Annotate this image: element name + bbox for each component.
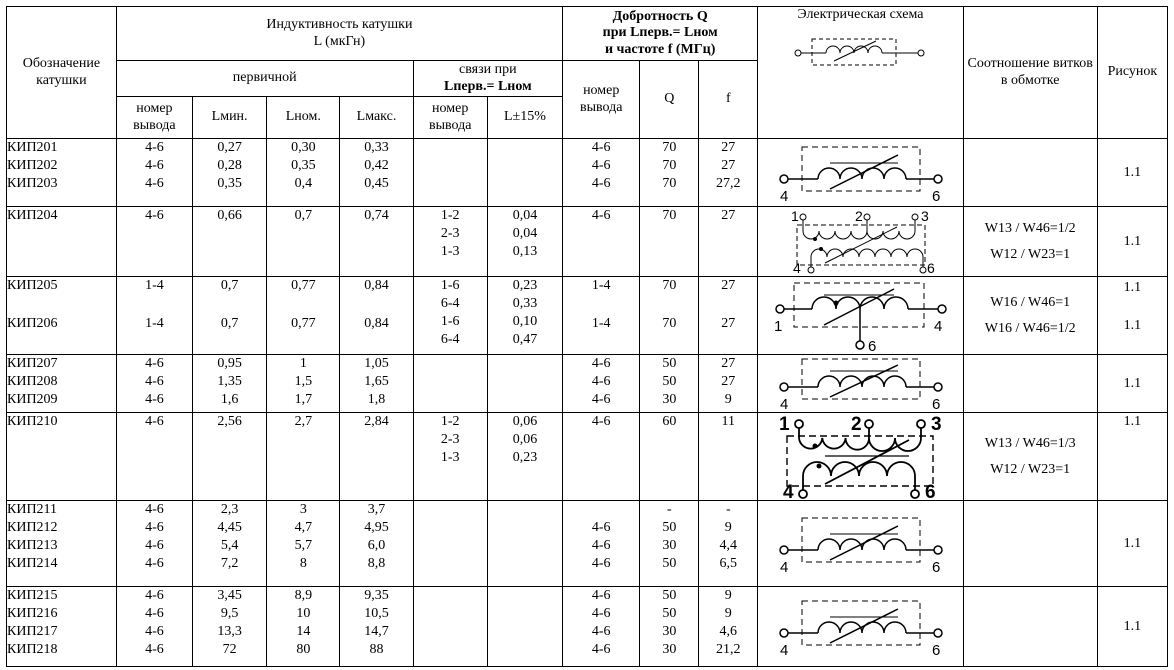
svg-text:6: 6 bbox=[927, 259, 936, 275]
svg-text:2: 2 bbox=[855, 208, 864, 224]
header-inductance: Индуктивность катушки L (мкГн) bbox=[116, 7, 562, 61]
scheme-cell bbox=[758, 413, 963, 501]
header-coupling: связи при Lперв.= Lном bbox=[413, 61, 563, 97]
coil-two-terminal-icon bbox=[770, 357, 950, 411]
svg-text:1: 1 bbox=[779, 413, 791, 435]
header-coupling-pin: номер вывода bbox=[413, 97, 487, 139]
header-lmax: Lмакс. bbox=[340, 97, 413, 139]
coil-tapped-icon bbox=[770, 279, 950, 353]
scheme-cell bbox=[758, 501, 963, 587]
svg-text:3: 3 bbox=[931, 413, 943, 435]
header-q: Q bbox=[640, 61, 699, 139]
svg-text:3: 3 bbox=[921, 208, 930, 224]
table-row: КИП205 КИП206 1-4 1-4 0,7 0,7 0,77 0,77 0,84 0,84 1-6 6-4 1-6 6-4 0,23 0,33 0,10 0,47 1-4 1-4 70 70 27 27 1 4 6 W16 / W46=1 W16 / W46=1/2 1.1 1.1 bbox=[7, 277, 1168, 355]
svg-text:6: 6 bbox=[932, 395, 941, 411]
table-row: КИП207 КИП208 КИП209 4-6 4-6 4-6 0,95 1,35 1,6 1 1,5 1,7 1,05 1,65 1,8 4-6 4-6 4-6 50 50 30 27 27 9 4 6 1.1 bbox=[7, 355, 1168, 413]
svg-text:1: 1 bbox=[774, 317, 783, 335]
table-row: КИП211 КИП212 КИП213 КИП214 4-6 4-6 4-6 4-6 2,3 4,45 5,4 7,2 3 4,7 5,7 8 3,7 4,95 6,0 8,8 4-6 4-6 4-6 - 50 30 50 - 9 4,4 6,5 4 6 1.1 bbox=[7, 501, 1168, 587]
coil-two-terminal-icon bbox=[770, 512, 950, 576]
table-row: КИП210 4-6 2,56 2,7 2,84 1-2 2-3 1-3 0,06 0,06 0,23 4-6 60 11 1 2 3 4 6 W13 / W46=1/3 W12 / W23=1 1.1 bbox=[7, 413, 1168, 501]
svg-text:4: 4 bbox=[783, 481, 795, 500]
scheme-cell bbox=[758, 139, 963, 207]
header-figure: Рисунок bbox=[1097, 7, 1167, 139]
header-scheme: Электрическая схема bbox=[758, 7, 963, 139]
svg-text:6: 6 bbox=[932, 187, 941, 205]
header-primary-pin: номер вывода bbox=[116, 97, 192, 139]
coil-transformer-icon bbox=[785, 209, 935, 275]
coil-spec-table bbox=[6, 6, 1168, 667]
svg-text:4: 4 bbox=[934, 317, 943, 335]
svg-text:4: 4 bbox=[780, 187, 789, 205]
header-f: f bbox=[699, 61, 758, 139]
scheme-cell bbox=[758, 277, 963, 355]
header-designation: Обозначение катушки bbox=[7, 7, 117, 139]
table-row: КИП204 4-6 0,66 0,7 0,74 1-2 2-3 1-3 0,04 0,04 0,13 4-6 70 27 1 2 3 4 6 W13 / W46=1/2 W12 / W23=1 1.1 bbox=[7, 207, 1168, 277]
svg-text:6: 6 bbox=[868, 337, 877, 353]
header-quality: Добротность Q при Lперв.= Lном и частоте f (МГц) bbox=[563, 7, 758, 61]
svg-text:6: 6 bbox=[925, 481, 937, 500]
coil-two-terminal-icon bbox=[770, 595, 950, 659]
svg-text:4: 4 bbox=[793, 259, 802, 275]
svg-text:6: 6 bbox=[932, 558, 941, 576]
svg-text:1: 1 bbox=[791, 208, 800, 224]
header-lnom: Lном. bbox=[267, 97, 340, 139]
svg-text:4: 4 bbox=[780, 395, 789, 411]
coil-transformer-large-icon bbox=[775, 414, 945, 500]
table-row: КИП215 КИП216 КИП217 КИП218 4-6 4-6 4-6 4-6 3,45 9,5 13,3 72 8,9 10 14 80 9,35 10,5 14,7 88 4-6 4-6 4-6 4-6 50 50 30 30 9 9 4,6 21,2 4 6 1.1 bbox=[7, 587, 1168, 667]
header-primary: первичной bbox=[116, 61, 413, 97]
scheme-cell bbox=[758, 587, 963, 667]
svg-text:6: 6 bbox=[932, 641, 941, 659]
scheme-cell bbox=[758, 355, 963, 413]
header-q-pin: номер вывода bbox=[563, 61, 640, 139]
header-lmin: Lмин. bbox=[193, 97, 267, 139]
coil-two-terminal-icon bbox=[770, 141, 950, 205]
svg-text:2: 2 bbox=[851, 413, 863, 435]
header-coil-symbol-icon bbox=[790, 37, 930, 67]
header-ltol: L±15% bbox=[487, 97, 562, 139]
scheme-cell bbox=[758, 207, 963, 277]
table-row: КИП201 КИП202 КИП203 4-6 4-6 4-6 0,27 0,28 0,35 0,30 0,35 0,4 0,33 0,42 0,45 4-6 4-6 4-6 70 70 70 27 27 27,2 4 6 1.1 bbox=[7, 139, 1168, 207]
svg-text:4: 4 bbox=[780, 558, 789, 576]
svg-text:4: 4 bbox=[780, 641, 789, 659]
header-ratio: Соотношение витков в обмотке bbox=[963, 7, 1097, 139]
